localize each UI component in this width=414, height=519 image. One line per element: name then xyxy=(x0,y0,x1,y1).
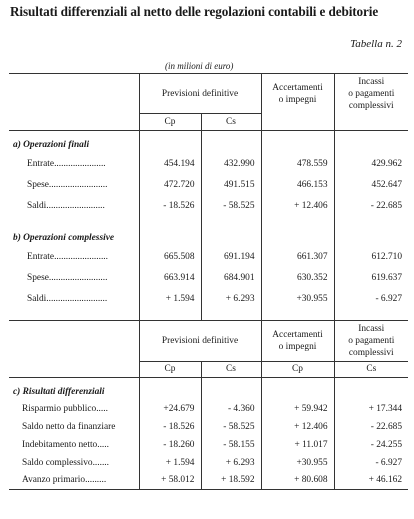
section-a-heading xyxy=(9,137,408,153)
table-row xyxy=(9,174,408,195)
subheader-cs-2: Cs xyxy=(334,361,408,377)
section-c-title: c) Risultati differenziali xyxy=(13,386,105,397)
cell-cp: 454.194 xyxy=(139,153,201,174)
table-row xyxy=(9,400,408,418)
table-row xyxy=(9,454,408,472)
header-incassi-line3: complessivi xyxy=(348,347,394,358)
subheader-cs: Cs xyxy=(201,361,261,377)
cell-cp: + 1.594 xyxy=(139,454,201,472)
header-row xyxy=(9,320,408,361)
cell-accertamenti: 478.559 xyxy=(261,153,334,174)
cell-incassi: 429.962 xyxy=(334,153,408,174)
table-row xyxy=(9,418,408,436)
cell-incassi: 612.710 xyxy=(334,246,408,267)
table-reference: Tabella n. 2 xyxy=(350,38,402,50)
table-row xyxy=(9,472,408,490)
cell-accertamenti: + 12.406 xyxy=(261,418,334,436)
cell-cs: - 58.155 xyxy=(201,436,261,454)
cell-cs: + 6.293 xyxy=(201,288,261,309)
subheader-row xyxy=(9,361,408,377)
header-previsioni: Previsioni definitive xyxy=(139,320,261,361)
row-label: Risparmio pubblico..... xyxy=(22,403,108,414)
table-row xyxy=(9,246,408,267)
header-incassi-line2: o pagamenti xyxy=(348,88,395,99)
cell-incassi: + 46.162 xyxy=(334,472,408,490)
section-b-heading xyxy=(9,230,408,246)
cell-incassi: 452.647 xyxy=(334,174,408,195)
table-row xyxy=(9,267,408,288)
cell-cp: - 18.260 xyxy=(139,436,201,454)
cell-incassi: - 24.255 xyxy=(334,436,408,454)
header-incassi-line1: Incassi xyxy=(358,323,385,334)
subheader-cp: Cp xyxy=(139,114,201,131)
cell-accertamenti: + 12.406 xyxy=(261,195,334,216)
cell-cp: 665.508 xyxy=(139,246,201,267)
cell-cp: + 1.594 xyxy=(139,288,201,309)
cell-cs: - 58.525 xyxy=(201,195,261,216)
cell-accertamenti: +30.955 xyxy=(261,454,334,472)
header-accertamenti xyxy=(261,320,334,361)
cell-incassi: - 6.927 xyxy=(334,454,408,472)
row-label: Saldi......................... xyxy=(27,200,105,211)
subheader-cs: Cs xyxy=(201,114,261,131)
row-label: Entrate....................... xyxy=(27,251,108,262)
row-label: Spese......................... xyxy=(27,179,108,190)
cell-incassi: + 17.344 xyxy=(334,400,408,418)
cell-cp: - 18.526 xyxy=(139,195,201,216)
cell-accertamenti: 466.153 xyxy=(261,174,334,195)
header-incassi-line1: Incassi xyxy=(358,76,385,87)
cell-accertamenti: 661.307 xyxy=(261,246,334,267)
cell-cs: - 58.525 xyxy=(201,418,261,436)
cell-accertamenti: +30.955 xyxy=(261,288,334,309)
header-previsioni: Previsioni definitive xyxy=(139,74,261,114)
row-label: Avanzo primario......... xyxy=(9,472,139,490)
cell-cp: - 18.526 xyxy=(139,418,201,436)
row-label: Entrate...................... xyxy=(27,158,106,169)
cell-cs: 432.990 xyxy=(201,153,261,174)
results-table xyxy=(9,73,408,490)
cell-accertamenti: + 11.017 xyxy=(261,436,334,454)
subheader-row xyxy=(9,114,408,131)
subheader-cp: Cp xyxy=(139,361,201,377)
table-row xyxy=(9,288,408,309)
header-accertamenti-line1: Accertamenti xyxy=(272,329,323,340)
cell-cs: + 6.293 xyxy=(201,454,261,472)
cell-accertamenti: + 80.608 xyxy=(261,472,334,490)
cell-incassi: - 22.685 xyxy=(334,418,408,436)
row-label: Saldi.......................... xyxy=(27,293,108,304)
row-label: Saldo complessivo....... xyxy=(22,457,109,468)
row-label: Saldo netto da finanziare xyxy=(22,421,116,432)
cell-cs: 491.515 xyxy=(201,174,261,195)
section-a-title: a) Operazioni finali xyxy=(13,140,90,150)
header-incassi-line2: o pagamenti xyxy=(348,335,395,346)
cell-cs: + 18.592 xyxy=(201,472,261,490)
table-row xyxy=(9,153,408,174)
row-label: Spese......................... xyxy=(27,272,108,283)
cell-accertamenti: 630.352 xyxy=(261,267,334,288)
table-row xyxy=(9,436,408,454)
header-accertamenti xyxy=(261,74,334,114)
header-incassi xyxy=(334,320,408,361)
header-accertamenti-line1: Accertamenti xyxy=(272,82,323,93)
cell-incassi: - 22.685 xyxy=(334,195,408,216)
subheader-cp-2: Cp xyxy=(261,361,334,377)
header-accertamenti-line2: o impegni xyxy=(278,341,317,352)
header-incassi xyxy=(334,74,408,114)
header-accertamenti-line2: o impegni xyxy=(278,94,317,105)
cell-cp: + 58.012 xyxy=(139,472,201,490)
row-label: Indebitamento netto..... xyxy=(22,439,109,450)
document-title: Risultati differenziali al netto delle regolazioni contabili e debitorie xyxy=(10,4,379,19)
cell-cp: 663.914 xyxy=(139,267,201,288)
cell-cs: - 4.360 xyxy=(201,400,261,418)
units-note: (in milioni di euro) xyxy=(165,61,234,71)
cell-cs: 684.901 xyxy=(201,267,261,288)
cell-cp: +24.679 xyxy=(139,400,201,418)
cell-cp: 472.720 xyxy=(139,174,201,195)
cell-accertamenti: + 59.942 xyxy=(261,400,334,418)
cell-cs: 691.194 xyxy=(201,246,261,267)
header-incassi-line3: complessivi xyxy=(348,100,394,111)
cell-incassi: 619.637 xyxy=(334,267,408,288)
table-row xyxy=(9,195,408,216)
section-c-heading xyxy=(9,384,408,400)
header-row xyxy=(9,74,408,114)
header-corner xyxy=(9,74,139,114)
section-b-title: b) Operazioni complessive xyxy=(13,233,115,243)
cell-incassi: - 6.927 xyxy=(334,288,408,309)
